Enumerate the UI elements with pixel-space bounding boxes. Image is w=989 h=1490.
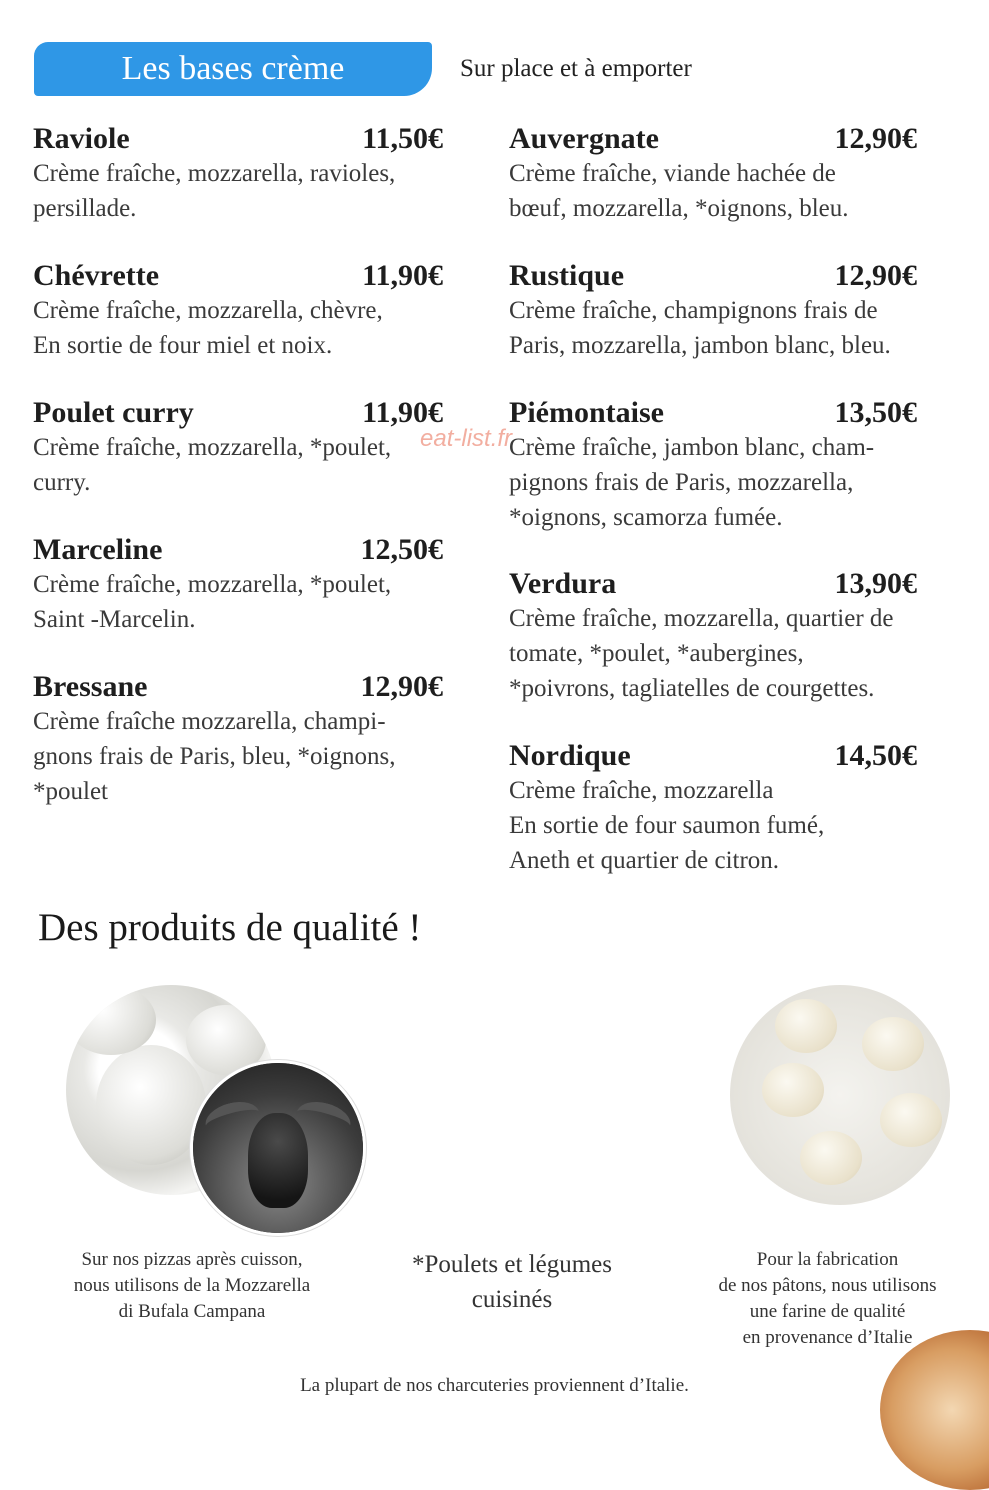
item-price: 11,90€: [362, 396, 443, 429]
item-name: Verdura: [509, 567, 617, 600]
menu-item: [509, 567, 949, 706]
description-line: Crème fraîche, mozzarella, *poulet,: [33, 434, 392, 461]
item-name: Nordique: [509, 739, 631, 772]
item-name: Rustique: [509, 259, 625, 292]
dough-balls-photo: [730, 985, 950, 1205]
watermark: eat-list.fr: [420, 425, 513, 452]
description-line: *oignons, scamorza fumée.: [509, 504, 783, 531]
item-price: 14,50€: [834, 739, 917, 772]
mozzarella-ball: [66, 985, 156, 1055]
dough-ball: [775, 999, 837, 1053]
description-line: gnons frais de Paris, bleu, *oignons,: [33, 743, 396, 770]
item-price: 11,50€: [362, 122, 443, 155]
description-line: Paris, mozzarella, jambon blanc, bleu.: [509, 332, 891, 359]
description-line: En sortie de four miel et noix.: [33, 332, 333, 359]
item-name: Piémontaise: [509, 396, 664, 429]
item-description: [509, 293, 949, 363]
caption-line: une farine de qualité: [749, 1301, 906, 1322]
quality-title: Des produits de qualité !: [38, 906, 422, 949]
description-line: Crème fraîche, mozzarella, ravioles,: [33, 160, 396, 187]
description-line: Crème fraîche, mozzarella, quartier de: [509, 605, 894, 632]
item-name: Poulet curry: [33, 396, 194, 429]
item-price: 12,90€: [834, 259, 917, 292]
menu-item: [509, 739, 949, 878]
description-line: Saint -Marcelin.: [33, 606, 196, 633]
item-description: [33, 293, 443, 363]
description-line: pignons frais de Paris, mozzarella,: [509, 469, 854, 496]
menu-item: [33, 122, 443, 226]
item-description: [33, 704, 443, 809]
description-line: Crème fraîche mozzarella, champi-: [33, 708, 386, 735]
description-line: Aneth et quartier de citron.: [509, 847, 780, 874]
menu-item: [509, 259, 949, 363]
item-price: 12,90€: [360, 670, 443, 703]
item-price: 11,90€: [362, 259, 443, 292]
mozzarella-caption: [50, 1247, 334, 1325]
item-description: [509, 430, 949, 535]
item-name: Auvergnate: [509, 122, 659, 155]
caption-line: di Bufala Campana: [118, 1301, 266, 1322]
description-line: persillade.: [33, 195, 137, 222]
dough-ball: [762, 1063, 824, 1117]
item-price: 12,50€: [360, 533, 443, 566]
item-description: [509, 773, 949, 878]
description-line: En sortie de four saumon fumé,: [509, 812, 825, 839]
note-line: cuisinés: [471, 1286, 553, 1313]
flour-caption: [690, 1247, 965, 1351]
dough-ball: [862, 1017, 924, 1071]
menu-item: [33, 396, 443, 500]
item-description: [509, 601, 949, 706]
item-name: Chévrette: [33, 259, 160, 292]
section-title-banner: Les bases crème: [121, 50, 345, 87]
item-price: 13,90€: [834, 567, 917, 600]
item-description: [509, 156, 949, 226]
item-name: Raviole: [33, 122, 130, 155]
caption-line: en provenance d’Italie: [742, 1327, 913, 1348]
menu-item: [509, 396, 949, 535]
footer-note: La plupart de nos charcuteries proviennent d’Italie.: [300, 1375, 689, 1396]
dough-ball: [880, 1093, 942, 1147]
caption-line: nous utilisons de la Mozzarella: [73, 1275, 311, 1296]
caption-line: Pour la fabrication: [756, 1249, 899, 1270]
menu-item: [33, 670, 443, 809]
description-line: *poivrons, tagliatelles de courgettes.: [509, 675, 875, 702]
menu-item: [509, 122, 949, 226]
note-line: *Poulets et légumes: [412, 1251, 612, 1278]
caption-line: de nos pâtons, nous utilisons: [718, 1275, 937, 1296]
caption-line: Sur nos pizzas après cuisson,: [81, 1249, 303, 1270]
service-subtitle: Sur place et à emporter: [460, 55, 692, 82]
description-line: *poulet: [33, 778, 108, 805]
description-line: Crème fraîche, champignons frais de: [509, 297, 878, 324]
description-line: Crème fraîche, viande hachée de: [509, 160, 836, 187]
item-description: [33, 156, 443, 226]
item-price: 13,50€: [834, 396, 917, 429]
menu-item: [33, 533, 443, 637]
item-description: [33, 567, 443, 637]
menu-item: [33, 259, 443, 363]
dough-ball: [800, 1131, 862, 1185]
item-price: 12,90€: [834, 122, 917, 155]
description-line: tomate, *poulet, *aubergines,: [509, 640, 804, 667]
description-line: Crème fraîche, jambon blanc, cham-: [509, 434, 875, 461]
description-line: Crème fraîche, mozzarella, *poulet,: [33, 571, 392, 598]
item-name: Bressane: [33, 670, 148, 703]
item-description: [33, 430, 443, 500]
description-line: bœuf, mozzarella, *oignons, bleu.: [509, 195, 849, 222]
description-line: Crème fraîche, mozzarella: [509, 777, 774, 804]
buffalo-photo: [190, 1060, 366, 1236]
chicken-vegetables-note: [396, 1247, 628, 1317]
pizza-photo: [880, 1330, 989, 1490]
item-name: Marceline: [33, 533, 163, 566]
description-line: Crème fraîche, mozzarella, chèvre,: [33, 297, 383, 324]
description-line: curry.: [33, 469, 91, 496]
